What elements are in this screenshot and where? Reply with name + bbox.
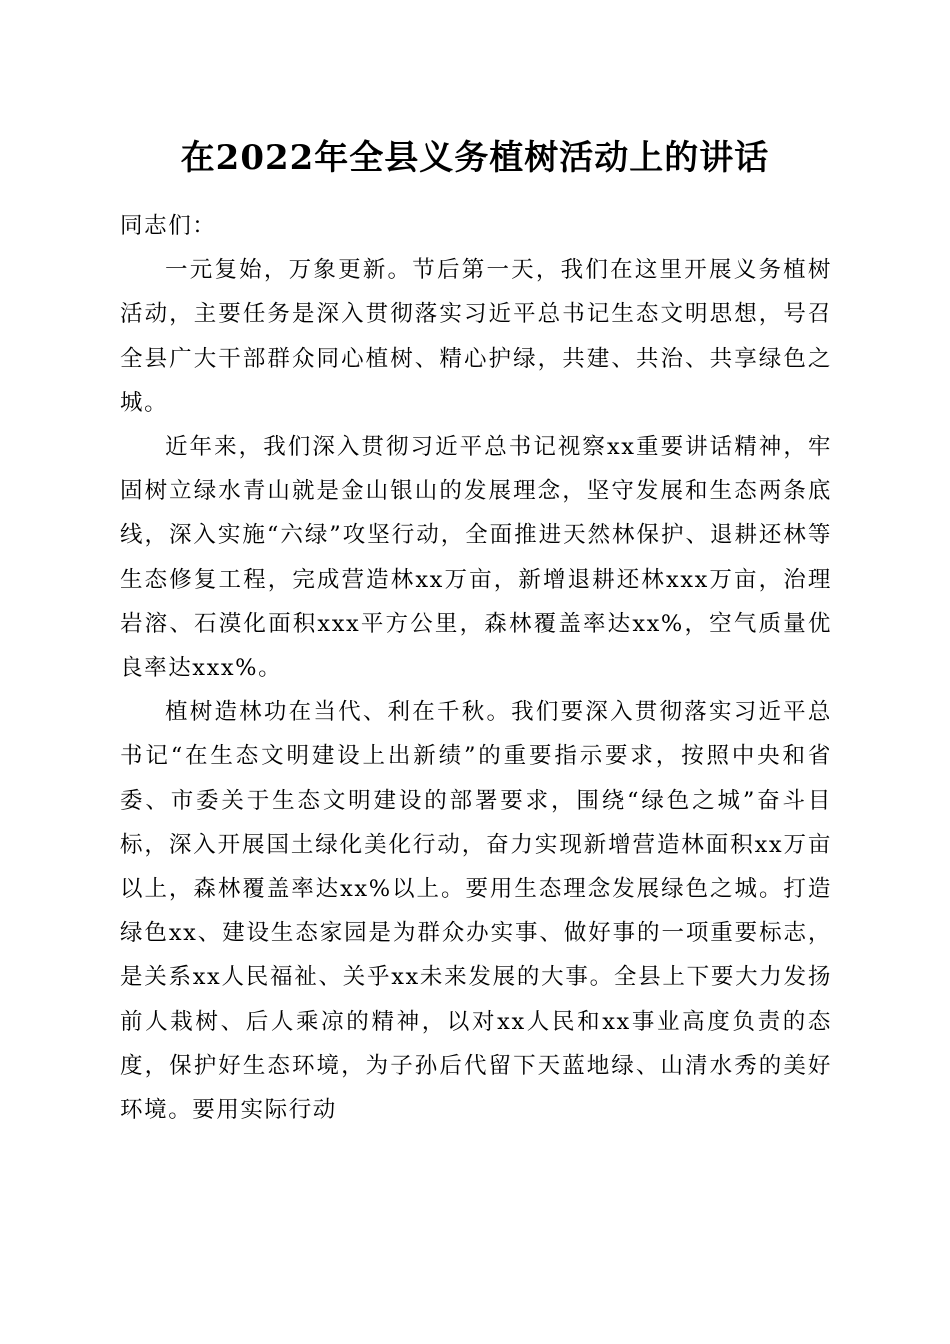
paragraph-3: 植树造林功在当代、利在千秋。我们要深入贯彻落实习近平总书记“在生态文明建设上出新绩”的重要指示要求，按照中央和省委、市委关于生态文明建设的部署要求，围绕“绿色之城”奋斗目标，深入开展国土绿化美化行动，奋力实现新增营造林面积xx万亩以上，森林覆盖率达xx%以上。要用生态理念发展绿色之城。打造绿色xx、建设生态家园是为群众办实事、做好事的一项重要标志，是关系xx人民福祉、关乎xx未来发展的大事。全县上下要大力发扬前人栽树、后人乘凉的精神，以对xx人民和xx事业高度负责的态度，保护好生态环境，为子孙后代留下天蓝地绿、山清水秀的美好环境。要用实际行动	[120, 699, 832, 1124]
paragraph-2: 近年来，我们深入贯彻习近平总书记视察xx重要讲话精神，牢固树立绿水青山就是金山银山的发展理念，坚守发展和生态两条底线，深入实施“六绿”攻坚行动，全面推进天然林保护、退耕还林等生态修复工程，完成营造林xx万亩，新增退耕还林xxx万亩，治理岩溶、石漠化面积xxx平方公里，森林覆盖率达xx%，空气质量优良率达xxx%。	[120, 434, 832, 682]
paragraph-1: 一元复始，万象更新。节后第一天，我们在这里开展义务植树活动，主要任务是深入贯彻落实习近平总书记生态文明思想，号召全县广大干部群众同心植树、精心护绿，共建、共治、共享绿色之城。	[120, 257, 832, 416]
document-title: 在2022年全县义务植树活动上的讲话	[180, 138, 770, 178]
salutation: 同志们：	[120, 213, 217, 239]
document-body	[120, 204, 832, 1132]
